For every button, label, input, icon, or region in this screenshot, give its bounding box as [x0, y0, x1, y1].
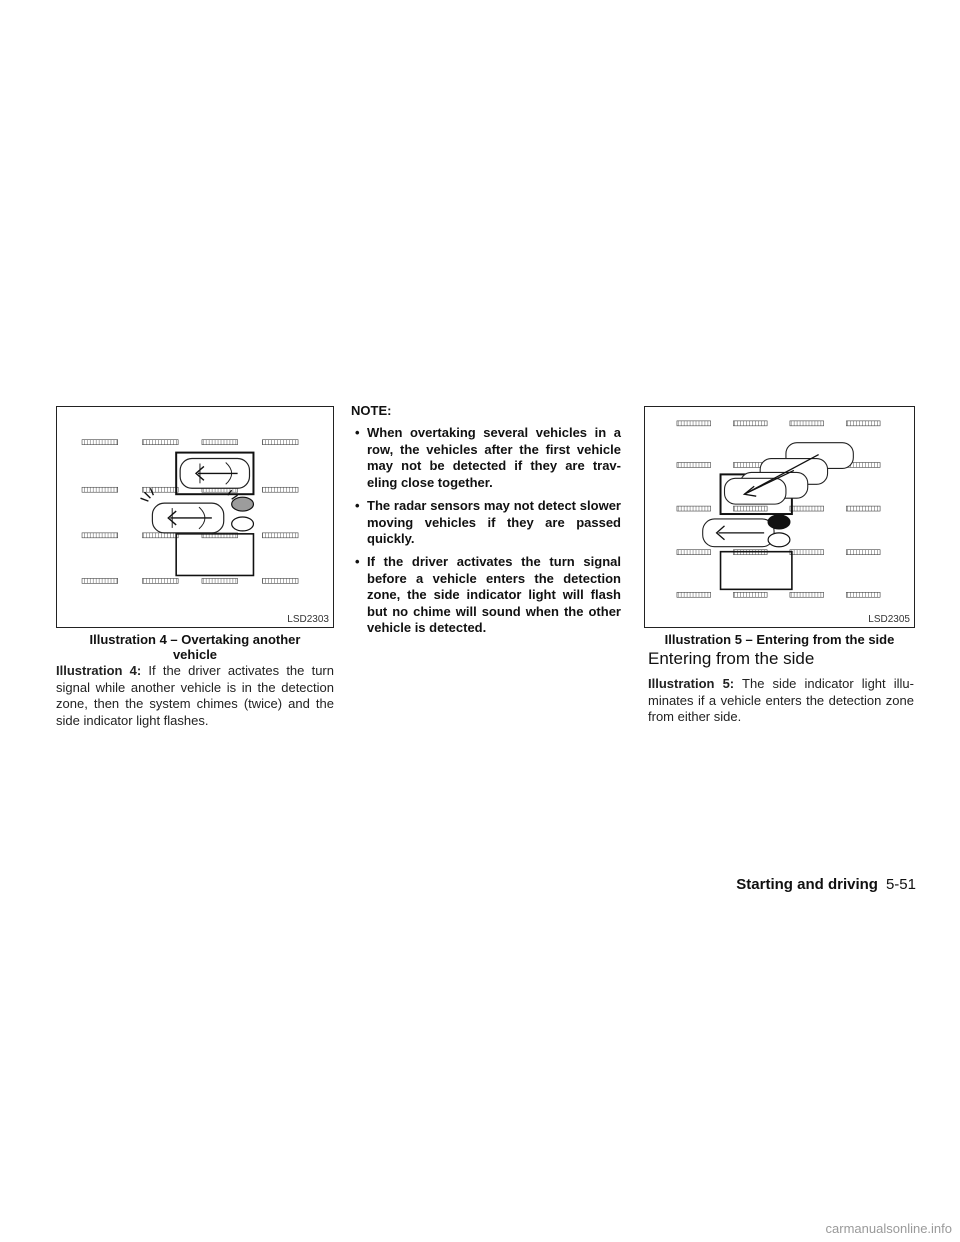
footer-section: Starting and driving	[736, 876, 878, 893]
paragraph-label: Illustration 5:	[648, 676, 735, 691]
side-indicator-light-off	[232, 517, 254, 531]
illustration-5-figure	[644, 406, 915, 628]
page-number: 5-51	[885, 876, 916, 893]
watermark: carmanualsonline.info	[825, 1221, 952, 1236]
entering-from-side-diagram	[645, 407, 914, 627]
note-bullet	[351, 554, 621, 637]
paragraph-text: The side indicator light illu- minates if a vehicle enters the detection zone from either side.	[648, 676, 914, 724]
figure-code: LSD2303	[287, 614, 329, 625]
vehicle-lower	[152, 503, 223, 533]
bullet-text: If the driver activates the turn signal before a vehicle enters the detection zone, the side indicator light will flash but no chime will sound when the other vehicle is detected.	[367, 554, 621, 635]
note-bullet	[351, 425, 621, 491]
illustration-4-paragraph	[56, 663, 334, 729]
paragraph-label: Illustration 4:	[56, 663, 142, 678]
side-indicator-light-lit	[768, 515, 790, 529]
bullet-text: The radar sensors may not detect slower moving vehicles if they are passed quickly.	[367, 498, 621, 546]
bullet-marker: •	[355, 498, 360, 513]
side-indicator-light-off	[768, 533, 790, 547]
illustration-5-paragraph	[648, 676, 914, 726]
bullet-marker: •	[355, 425, 360, 440]
illustration-5-caption: Illustration 5 – Entering from the side	[664, 632, 895, 647]
detection-zone-lower	[721, 552, 792, 590]
note-bullet	[351, 498, 621, 548]
bullet-marker: •	[355, 554, 360, 569]
note-heading: NOTE:	[351, 403, 392, 418]
section-title: Entering from the side	[648, 649, 815, 668]
caption-line: vehicle	[172, 647, 218, 662]
overtaking-diagram	[57, 407, 333, 627]
side-indicator-light-lit	[232, 497, 254, 511]
detection-zone-lower	[176, 534, 253, 576]
figure-code: LSD2305	[868, 614, 910, 625]
page-footer	[736, 876, 916, 893]
bullet-text: When overtaking several vehicles in a row, the vehicles after the first vehicle may not be detected if they are trav- eling close together.	[367, 425, 621, 490]
illustration-4-figure	[56, 406, 334, 628]
caption-line: Illustration 4 – Overtaking another	[89, 632, 301, 647]
vehicles-entering	[703, 443, 854, 547]
paragraph-text: If the driver activates the turn signal while another vehicle is in the detection zone, then the system chimes (twice) and the side indicator light flashes.	[56, 663, 334, 728]
vehicle-upper	[180, 459, 249, 489]
illustration-4-caption	[56, 632, 334, 662]
